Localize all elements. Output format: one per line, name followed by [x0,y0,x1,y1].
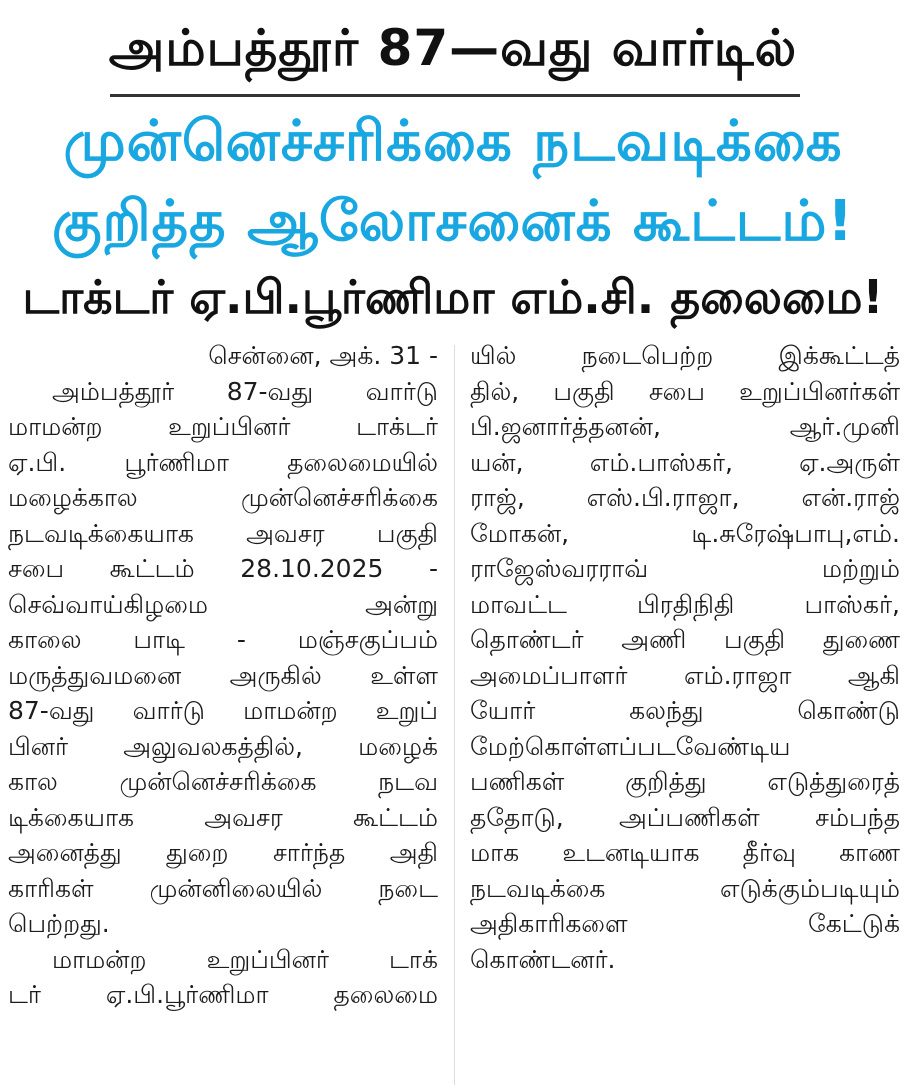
article-line: தொண்டர் அணி பகுதி துணை [470,625,900,654]
article-line: மருத்துவமனை அருகில் உள்ள [8,660,438,690]
article-line: அனைத்து துறை சார்ந்த அதி [8,838,438,867]
article-line: அம்பத்தூர் 87-வது வார்டு [52,376,438,406]
article-line: பினர் அலுவலகத்தில், மழைக் [8,731,438,761]
article-line: நடவடிக்கை எடுக்கும்படியும் [470,873,900,903]
article-right-column [470,338,900,977]
article-line: டர் ஏ.பி.பூர்ணிமா தலைமை [8,980,438,1009]
article-line: தில், பகுதி சபை உறுப்பினர்கள் [470,376,900,406]
main-headline-line-2: குறித்த ஆலோசனைக் கூட்டம்! [52,189,854,254]
article-line: கொண்டனர். [470,944,616,974]
article-line: ததோடு, அப்பணிகள் சம்பந்த [470,802,900,832]
article-line: 87-வது வார்டு மாமன்ற உறுப் [8,696,438,725]
article-left-column [8,338,438,1013]
headline-kicker: அம்பத்தூர் 87—வது வார்டில் [108,19,798,77]
article-line: செவ்வாய்கிழமை அன்று [8,589,438,619]
article-line: பெற்றது. [8,909,110,938]
article-line: மழைக்கால முன்னெச்சரிக்கை [8,483,438,512]
article-line: டிக்கையாக அவசர கூட்டம் [8,802,438,832]
article-line: யில் நடைபெற்ற இக்கூட்டத் [470,341,900,370]
article-line: மாவட்ட பிரதிநிதி பாஸ்கர், [470,589,900,619]
article-line: கால முன்னெச்சரிக்கை நடவ [8,767,438,796]
article-line: காலை பாடி - மஞ்சகுப்பம் [8,625,438,654]
main-headline-line-1: முன்னெச்சரிக்கை நடவடிக்கை [63,109,843,174]
sub-headline: டாக்டர் ஏ.பி.பூர்ணிமா எம்.சி. தலைமை! [22,270,884,324]
article-line: பி.ஜனார்த்தனன், ஆர்.முனி [470,412,900,441]
article-line: மாமன்ற உறுப்பினர் டாக்டர் [8,412,438,441]
article-line: யோர் கலந்து கொண்டு [470,696,900,725]
article-line: மேற்கொள்ளப்படவேண்டிய [470,731,791,761]
column-divider [454,345,455,1085]
article-line: சபை கூட்டம் 28.10.2025 - [8,554,438,583]
article-line: சென்னை, அக். 31 - [208,341,438,370]
article-line: யன், எம்.பாஸ்கர், ஏ.அருள் [470,447,900,477]
article-line: ராஜ், எஸ்.பி.ராஜா, என்.ராஜ் [470,483,900,512]
article-line: காரிகள் முன்னிலையில் நடை [8,873,438,903]
kicker-underline [110,94,800,97]
article-line: மோகன், டி.சுரேஷ்பாபு,எம். [470,518,900,548]
article-line: ஏ.பி. பூர்ணிமா தலைமையில் [8,447,438,477]
article-line: மாக உடனடியாக தீர்வு காண [470,838,900,867]
article-line: அதிகாரிகளை கேட்டுக் [470,909,900,938]
article-line: நடவடிக்கையாக அவசர பகுதி [8,518,438,548]
article-line: மாமன்ற உறுப்பினர் டாக் [52,944,438,974]
article-line: அமைப்பாளர் எம்.ராஜா ஆகி [470,660,900,690]
article-line: ராஜேஸ்வரராவ் மற்றும் [470,554,900,583]
article-line: பணிகள் குறித்து எடுத்துரைத் [470,767,900,796]
